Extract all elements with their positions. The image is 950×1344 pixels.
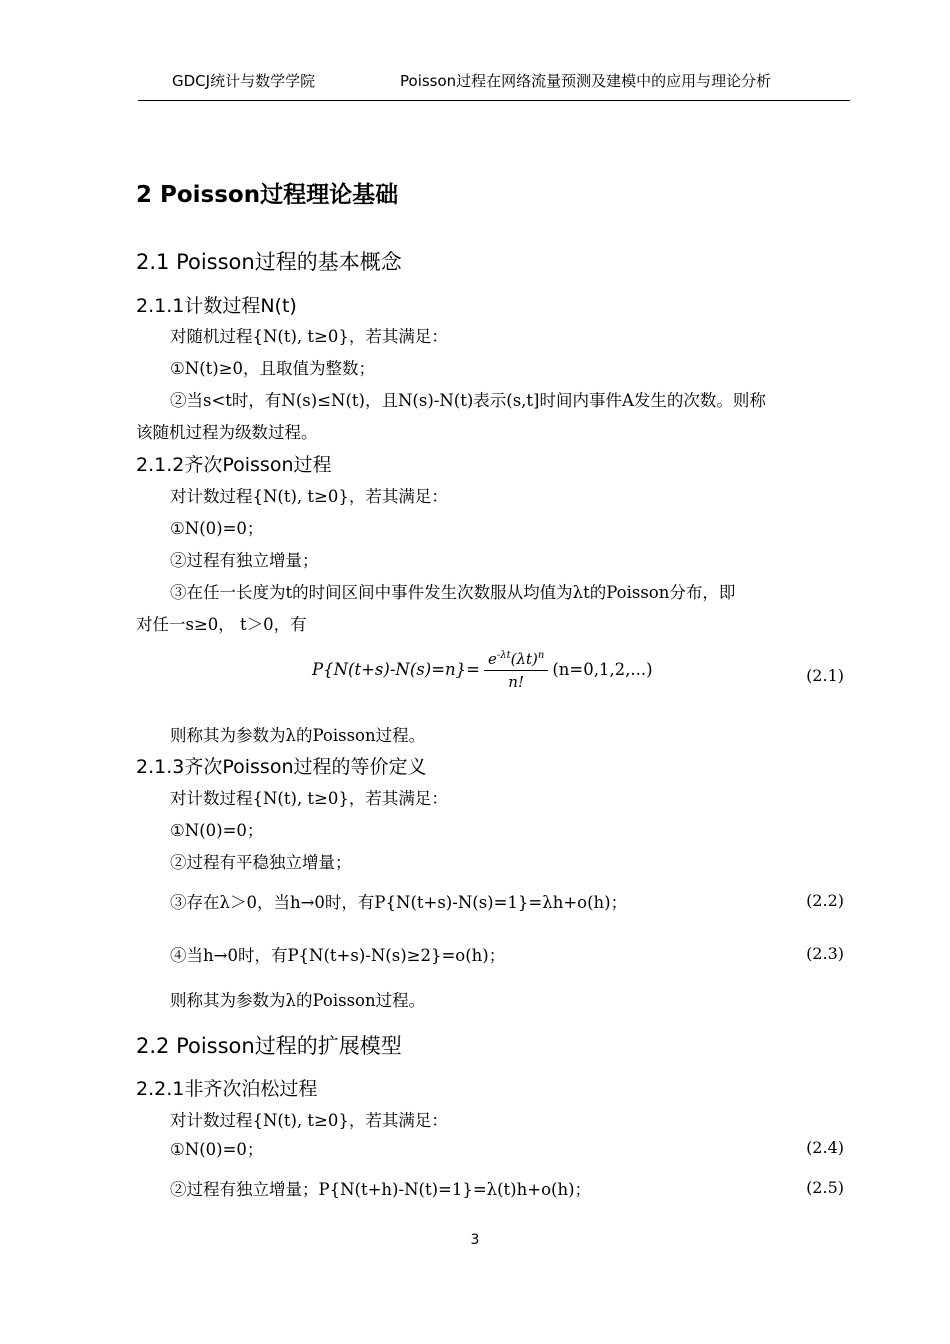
eq-2-1-num-rest: (λt) [510, 650, 538, 668]
eq-2-1-num-pow: n [537, 650, 545, 661]
s212-line-3: ②过程有独立增量； [170, 551, 319, 570]
s213-line-5: ④当h→0时，有P{N(t+s)-N(s)≥2}=o(h)； [170, 946, 506, 965]
s213-line-1: 对计数过程{N(t), t≥0}，若其满足： [170, 789, 448, 808]
eq-number-2-3: (2.3) [806, 944, 844, 963]
eq-number-2-4: (2.4) [806, 1138, 844, 1157]
eq-2-1-lhs: P{N(t+s)-N(s)=n}= [312, 660, 480, 679]
eq-2-1-numerator [484, 650, 548, 671]
s212-line-1: 对计数过程{N(t), t≥0}，若其满足： [170, 487, 448, 506]
s213-line-6: 则称其为参数为λ的Poisson过程。 [170, 991, 426, 1010]
eq-2-1-num-e: e [487, 650, 497, 668]
s211-line-4: 该随机过程为级数过程。 [136, 423, 318, 442]
s213-line-2: ①N(0)=0； [170, 821, 264, 840]
header-rule [138, 100, 850, 101]
s221-line-3: ②过程有独立增量；P{N(t+h)-N(t)=1}=λ(t)h+o(h)； [170, 1180, 592, 1199]
eq-2-1-rhs: (n=0,1,2,...) [552, 660, 653, 679]
eq-number-2-5: (2.5) [806, 1178, 844, 1197]
s213-line-3: ②过程有平稳独立增量； [170, 853, 352, 872]
page-number: 3 [470, 1232, 480, 1248]
section-2-1-1-title: 2.1.1计数过程N(t) [136, 295, 297, 317]
section-2-2-title: 2.2 Poisson过程的扩展模型 [136, 1034, 402, 1058]
section-2-1-title: 2.1 Poisson过程的基本概念 [136, 250, 402, 274]
eq-number-2-1: (2.1) [806, 666, 844, 685]
s212-line-4: ③在任一长度为t的时间区间中事件发生次数服从均值为λt的Poisson分布，即 [170, 583, 736, 602]
section-2-1-2-title: 2.1.2齐次Poisson过程 [136, 454, 332, 476]
s211-line-3: ②当s<t时，有N(s)≤N(t)，且N(s)-N(t)表示(s,t]时间内事件A发生的次数。则称 [170, 391, 766, 410]
eq-2-1-fraction [484, 650, 548, 691]
s221-line-2: ①N(0)=0； [170, 1140, 264, 1159]
s211-line-2: ①N(t)≥0，且取值为整数； [170, 359, 376, 378]
chapter-title: 2 Poisson过程理论基础 [136, 182, 399, 208]
header-left: GDCJ统计与数学学院 [172, 72, 316, 90]
s221-line-1: 对计数过程{N(t), t≥0}，若其满足： [170, 1111, 448, 1130]
section-2-2-1-title: 2.2.1非齐次泊松过程 [136, 1078, 318, 1100]
s212-line-6: 则称其为参数为λ的Poisson过程。 [170, 726, 426, 745]
header-right: Poisson过程在网络流量预测及建模中的应用与理论分析 [400, 72, 772, 90]
s212-line-2: ①N(0)=0； [170, 519, 264, 538]
s213-line-4: ③存在λ＞0，当h→0时，有P{N(t+s)-N(s)=1}=λh+o(h)； [170, 893, 628, 912]
eq-number-2-2: (2.2) [806, 891, 844, 910]
eq-2-1-denominator: n! [508, 673, 524, 691]
s212-line-5: 对任一s≥0， t＞0，有 [136, 615, 307, 634]
section-2-1-3-title: 2.1.3齐次Poisson过程的等价定义 [136, 756, 427, 778]
s211-line-1: 对随机过程{N(t), t≥0}，若其满足： [170, 327, 448, 346]
eq-2-1-num-exp: -λt [496, 650, 511, 661]
equation-2-1 [312, 650, 653, 691]
